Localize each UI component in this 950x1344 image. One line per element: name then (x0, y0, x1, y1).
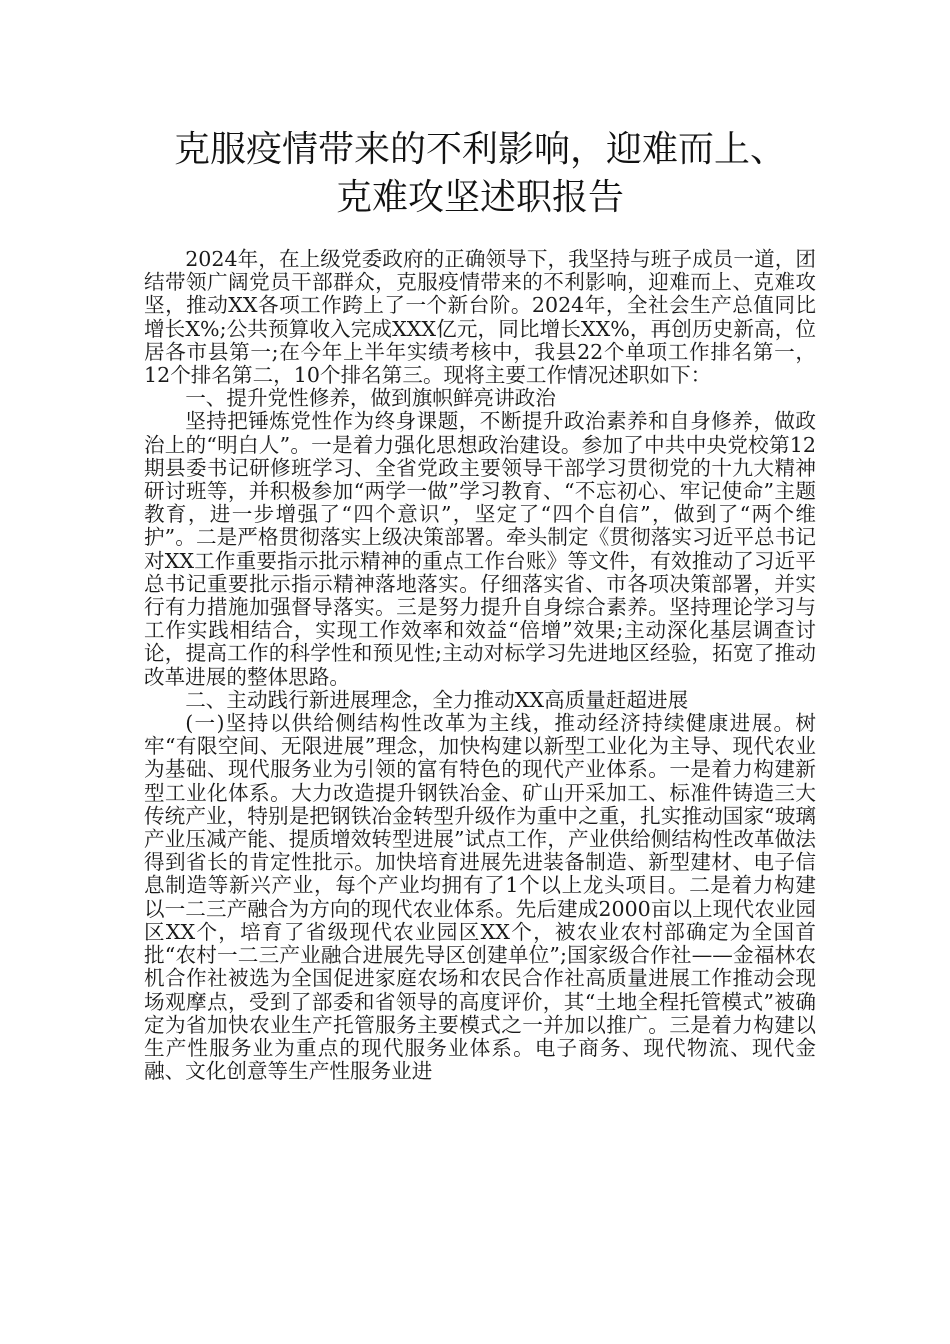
section-1-paragraph: 坚持把锤炼党性作为终身课题，不断提升政治素养和自身修养，做政治上的“明白人”。一是着力强化思想政治建设。参加了中共中央党校第12期县委书记研修班学习、全省党政主要领导干部学习贯彻党的十九大精神研讨班等，并积极参加“两学一做”学习教育、“不忘初心、牢记使命”主题教育，进一步增强了“四个意识”，坚定了“四个自信”，做到了“两个维护”。二是严格贯彻落实上级决策部署。牵头制定《贯彻落实习近平总书记对XX工作重要指示批示精神的重点工作台账》等文件，有效推动了习近平总书记重要批示指示精神落地落实。仔细落实省、市各项决策部署，并实行有力措施加强督导落实。三是努力提升自身综合素养。坚持理论学习与工作实践相结合，实现工作效率和效益“倍增”效果;主动深化基层调查讨论，提高工作的科学性和预见性;主动对标学习先进地区经验，拓宽了推动改革进展的整体思路。 (144, 409, 816, 689)
title-line-2: 克难攻坚述职报告 (335, 177, 624, 218)
document-page (144, 126, 816, 1083)
document-title (144, 126, 816, 222)
title-line-1: 克服疫情带来的不利影响，迎难而上、 (173, 129, 786, 170)
section-heading-1: 一、提升党性修养，做到旗帜鲜亮讲政治 (185, 386, 556, 411)
section-heading-2: 二、主动践行新进展理念，全力推动XX高质量赶超进展 (185, 687, 689, 712)
intro-paragraph: 2024年，在上级党委政府的正确领导下，我坚持与班子成员一道，团结带领广阔党员干部群众，克服疫情带来的不利影响，迎难而上、克难攻坚，推动XX各项工作跨上了一个新台阶。2024年，全社会生产总值同比增长X%;公共预算收入完成XXX亿元，同比增长XX%，再创历史新高，位居各市县第一;在今年上半年实绩考核中，我县22个单项工作排名第一，12个排名第二，10个排名第三。现将主要工作情况述职如下： (144, 247, 816, 388)
section-2-paragraph: (一)坚持以供给侧结构性改革为主线，推动经济持续健康进展。树牢“有限空间、无限进展”理念，加快构建以新型工业化为主导、现代农业为基础、现代服务业为引领的富有特色的现代产业体系。一是着力构建新型工业化体系。大力改造提升钢铁冶金、矿山开采加工、标准件铸造三大传统产业，特别是把钢铁冶金转型升级作为重中之重，扎实推动国家“玻璃产业压减产能、提质增效转型进展”试点工作，产业供给侧结构性改革做法得到省长的肯定性批示。加快培育进展先进装备制造、新型建材、电子信息制造等新兴产业，每个产业均拥有了1个以上龙头项目。二是着力构建以一二三产融合为方向的现代农业体系。先后建成2000亩以上现代农业园区XX个，培育了省级现代农业园区XX个，被农业农村部确定为全国首批“农村一二三产业融合进展先导区创建单位”;国家级合作社——金福林农机合作社被选为全国促进家庭农场和农民合作社高质量进展工作推动会现场观摩点，受到了部委和省领导的高度评价，其“土地全程托管模式”被确定为省加快农业生产托管服务主要模式之一并加以推广。三是着力构建以生产性服务业为重点的现代服务业体系。电子商务、现代物流、现代金融、文化创意等生产性服务业进 (144, 711, 816, 1084)
